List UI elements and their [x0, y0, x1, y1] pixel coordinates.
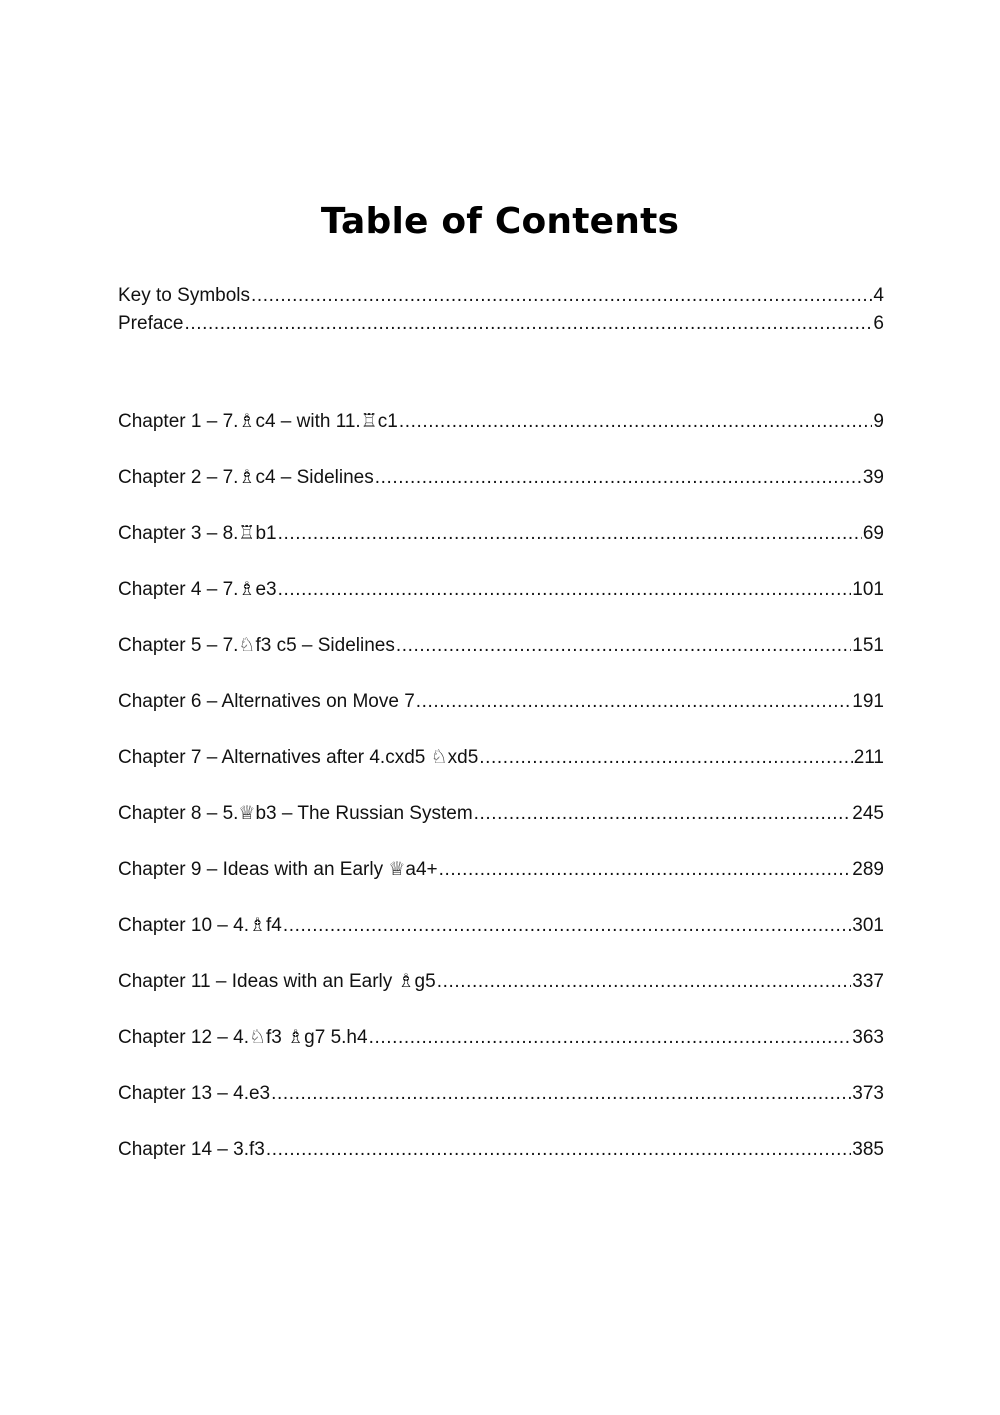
dot-leader — [278, 506, 862, 562]
toc-entry-chapter-10[interactable] — [118, 898, 884, 954]
toc-entry-page-number: 385 — [852, 1139, 884, 1160]
toc-entry-label: Chapter 11 – Ideas with an Early ♗g5 — [118, 971, 436, 992]
toc-entry-chapter-3[interactable] — [118, 506, 884, 562]
toc-entry-page-number: 191 — [852, 691, 884, 712]
dot-leader — [399, 394, 873, 450]
toc-entry-chapter-9[interactable] — [118, 842, 884, 898]
toc-entry-preface[interactable] — [118, 310, 884, 338]
toc-entry-label: Chapter 14 – 3.f3 — [118, 1139, 265, 1160]
toc-entry-label: Chapter 7 – Alternatives after 4.cxd5 ♘xd5 — [118, 747, 479, 768]
toc-entry-page-number: 39 — [862, 467, 884, 488]
toc-entry-label: Chapter 5 – 7.♘f3 c5 – Sidelines — [118, 635, 395, 656]
toc-entry-page-number: 4 — [873, 285, 884, 306]
chapter-list — [118, 394, 884, 1178]
toc-entry-page-number: 373 — [852, 1083, 884, 1104]
dot-leader — [369, 1010, 852, 1066]
dot-leader — [474, 786, 852, 842]
toc-entry-label: Chapter 6 – Alternatives on Move 7 — [118, 691, 415, 712]
toc-entry-chapter-13[interactable] — [118, 1066, 884, 1122]
toc-entry-label: Chapter 9 – Ideas with an Early ♕a4+ — [118, 859, 438, 880]
dot-leader — [437, 954, 852, 1010]
toc-entry-page-number: 6 — [873, 313, 884, 334]
toc-entry-chapter-11[interactable] — [118, 954, 884, 1010]
toc-entry-label: Key to Symbols — [118, 285, 250, 306]
toc-entry-page-number: 301 — [852, 915, 884, 936]
page-title: Table of Contents — [320, 201, 680, 242]
toc-entry-label: Preface — [118, 313, 184, 334]
toc-entry-page-number: 69 — [862, 523, 884, 544]
dot-leader — [416, 674, 852, 730]
table-of-contents — [118, 282, 884, 1178]
dot-leader — [283, 898, 851, 954]
toc-entry-page-number: 337 — [852, 971, 884, 992]
toc-entry-page-number: 151 — [852, 635, 884, 656]
toc-entry-chapter-14[interactable] — [118, 1122, 884, 1178]
dot-leader — [439, 842, 852, 898]
dot-leader — [396, 618, 851, 674]
front-matter-list — [118, 282, 884, 338]
toc-entry-page-number: 245 — [852, 803, 884, 824]
toc-entry-chapter-6[interactable] — [118, 674, 884, 730]
toc-entry-key-to-symbols[interactable] — [118, 282, 884, 310]
toc-entry-label: Chapter 10 – 4.♗f4 — [118, 915, 282, 936]
toc-entry-label: Chapter 2 – 7.♗c4 – Sidelines — [118, 467, 374, 488]
toc-entry-page-number: 211 — [853, 747, 884, 768]
toc-entry-page-number: 9 — [873, 411, 884, 432]
dot-leader — [251, 282, 872, 310]
toc-entry-label: Chapter 1 – 7.♗c4 – with 11.♖c1 — [118, 411, 398, 432]
toc-entry-label: Chapter 8 – 5.♕b3 – The Russian System — [118, 803, 473, 824]
toc-entry-chapter-2[interactable] — [118, 450, 884, 506]
dot-leader — [479, 730, 852, 786]
toc-entry-page-number: 289 — [852, 859, 884, 880]
dot-leader — [375, 450, 862, 506]
dot-leader — [266, 1122, 851, 1178]
toc-entry-chapter-7[interactable] — [118, 730, 884, 786]
toc-entry-label: Chapter 13 – 4.e3 — [118, 1083, 271, 1104]
toc-entry-chapter-12[interactable] — [118, 1010, 884, 1066]
dot-leader — [278, 562, 852, 618]
dot-leader — [184, 310, 872, 338]
toc-entry-label: Chapter 12 – 4.♘f3 ♗g7 5.h4 — [118, 1027, 368, 1048]
toc-entry-chapter-1[interactable] — [118, 394, 884, 450]
toc-entry-label: Chapter 4 – 7.♗e3 — [118, 579, 277, 600]
toc-entry-chapter-8[interactable] — [118, 786, 884, 842]
toc-entry-page-number: 363 — [852, 1027, 884, 1048]
dot-leader — [271, 1066, 851, 1122]
toc-entry-chapter-5[interactable] — [118, 618, 884, 674]
toc-entry-page-number: 101 — [852, 579, 884, 600]
toc-entry-chapter-4[interactable] — [118, 562, 884, 618]
toc-entry-label: Chapter 3 – 8.♖b1 — [118, 523, 277, 544]
